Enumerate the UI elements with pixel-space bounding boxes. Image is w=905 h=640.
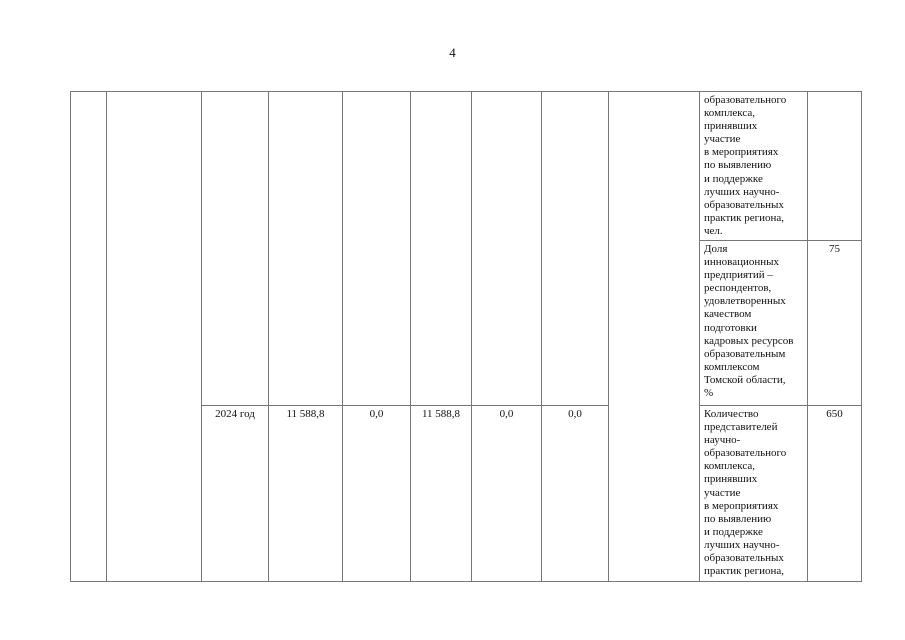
- page-number: 4: [449, 45, 456, 60]
- table-bottom-border: [70, 581, 861, 582]
- indicator-value: 75: [829, 243, 840, 255]
- value-cell: 11 588,8: [421, 408, 461, 420]
- indicator-text: Количество представителей научно- образовательного комплекса, принявших участие в мероприятиях по выявлению и поддержке лучших научно- образовательных практик региона,: [704, 408, 787, 578]
- col-border: [268, 91, 269, 582]
- col-border: [201, 91, 202, 582]
- col-border: [699, 91, 700, 582]
- col-border: [861, 91, 862, 582]
- col-border: [70, 91, 71, 582]
- col-border: [541, 91, 542, 582]
- value-cell: 0,0: [369, 408, 384, 420]
- year-row-divider: [201, 405, 608, 406]
- value-cell: 0,0: [568, 408, 582, 420]
- indicator-row-divider: [699, 240, 861, 241]
- total-cell: 11 588,8: [286, 408, 325, 420]
- value-cell: 0,0: [499, 408, 514, 420]
- indicator-row-divider-2: [699, 405, 861, 406]
- col-border: [342, 91, 343, 582]
- year-cell: 2024 год: [215, 408, 255, 420]
- indicator-text: Доля инновационных предприятий – респондентов, удовлетворенных качеством подготовки кадровых ресурсов образовательным комплексом Томской области, %: [704, 243, 794, 400]
- col-border: [410, 91, 411, 582]
- col-border: [106, 91, 107, 582]
- indicator-value: 650: [826, 408, 843, 420]
- col-border: [807, 91, 808, 582]
- col-border: [471, 91, 472, 582]
- col-border: [608, 91, 609, 582]
- table-top-border: [70, 91, 861, 92]
- indicator-text: образовательного комплекса, принявших участие в мероприятиях по выявлению и поддержке лучших научно- образовательных практик региона, чел.: [704, 94, 787, 237]
